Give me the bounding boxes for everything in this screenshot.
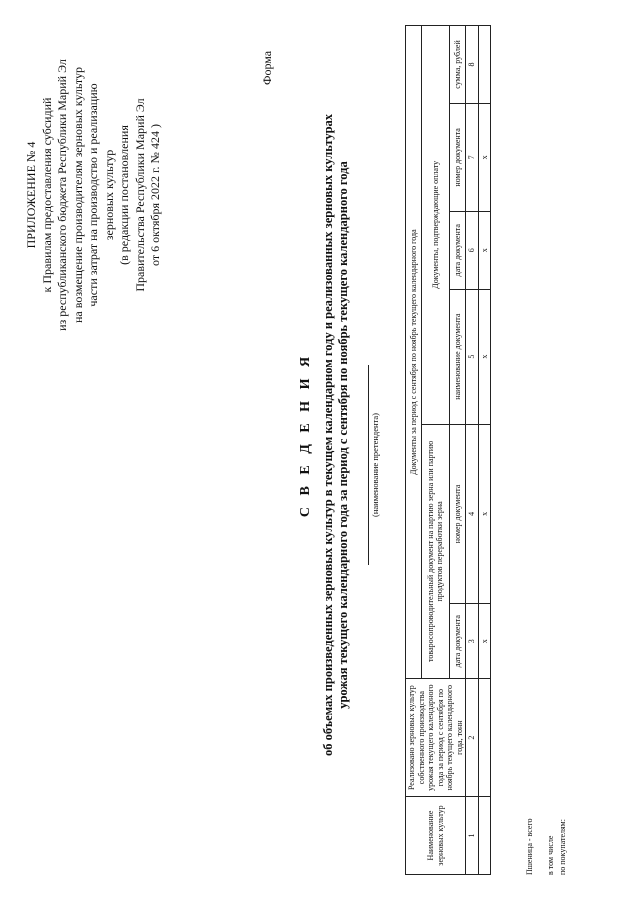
row-label-including: в том числе [546,835,555,875]
column-number: 4 [466,424,479,604]
subtitle-line-2: урожая текущего календарного года за период с сентября по ноябрь текущего календарного года [336,161,350,709]
appendix-line: ПРИЛОЖЕНИЕ № 4 [24,141,38,249]
subtitle-line-1: об объемах произведенных зерновых культур в текущем календарном году и реализованных зерновых культурах [321,113,335,757]
form-label: Форма [260,50,274,85]
cell-mark: x [478,424,491,604]
appendix-line: на возмещение производителям зерновых культур [70,66,85,324]
header-documents: Документы за период с сентября по ноябрь текущего календарного года [406,26,422,679]
cell-empty [478,797,491,875]
row-label-by-buyers: по покупателям: [558,819,567,875]
header-doc-name: наименование документа [450,289,466,424]
cell-mark: x [478,604,491,679]
header-sold-volume: Реализовано зерновых культур собственного производства урожая текущего календарного года за период с сентября по ноябрь текущего календарного года, тонн [406,679,466,797]
column-number: 1 [466,797,479,875]
header-doc-date-2: дата документа [450,211,466,289]
header-doc-date: дата документа [450,604,466,679]
appendix-line: из республиканского бюджета Республики Марий Эл [55,59,69,331]
header-doc-number-2: номер документа [450,103,466,211]
appendix-line: зерновых культур [101,149,116,241]
document-subtitle [321,25,351,845]
appendix-line: от 6 октября 2022 г. № 424 ) [148,124,162,267]
cell-mark: x [478,289,491,424]
row-label-total: Пшеница - всего [525,818,534,875]
header-crop-name: Наименование зерновых культур [406,797,466,875]
appendix-line: Правительства Республики Марий Эл [132,98,147,292]
appendix-line: части затрат на производство и реализацию [86,83,100,307]
cell-mark: x [478,103,491,211]
claimant-caption: (наименование претендента) [370,413,380,517]
data-table [405,25,491,875]
column-number: 7 [466,103,479,211]
appendix-line: (в редакции постановления [117,125,131,265]
header-doc-number: номер документа [450,424,466,604]
column-number: 3 [466,604,479,679]
column-number: 5 [466,289,479,424]
column-number: 6 [466,211,479,289]
cell-mark: x [478,211,491,289]
claimant-underline [368,365,369,565]
header-waybill: товаросопроводительный документ на партию зерна или партию продуктов переработки зерна [421,424,449,679]
column-number: 2 [466,679,479,797]
appendix-block [24,10,164,380]
header-payment-docs: Документы, подтверждающие оплату [421,26,449,425]
header-sum: сумма, рублей [450,26,466,104]
cell-empty [478,26,491,104]
cell-empty [478,679,491,797]
column-number: 8 [466,26,479,104]
document-heading: С В Е Д Е Н И Я [298,352,313,518]
appendix-line: к Правилам предоставления субсидий [39,97,54,293]
